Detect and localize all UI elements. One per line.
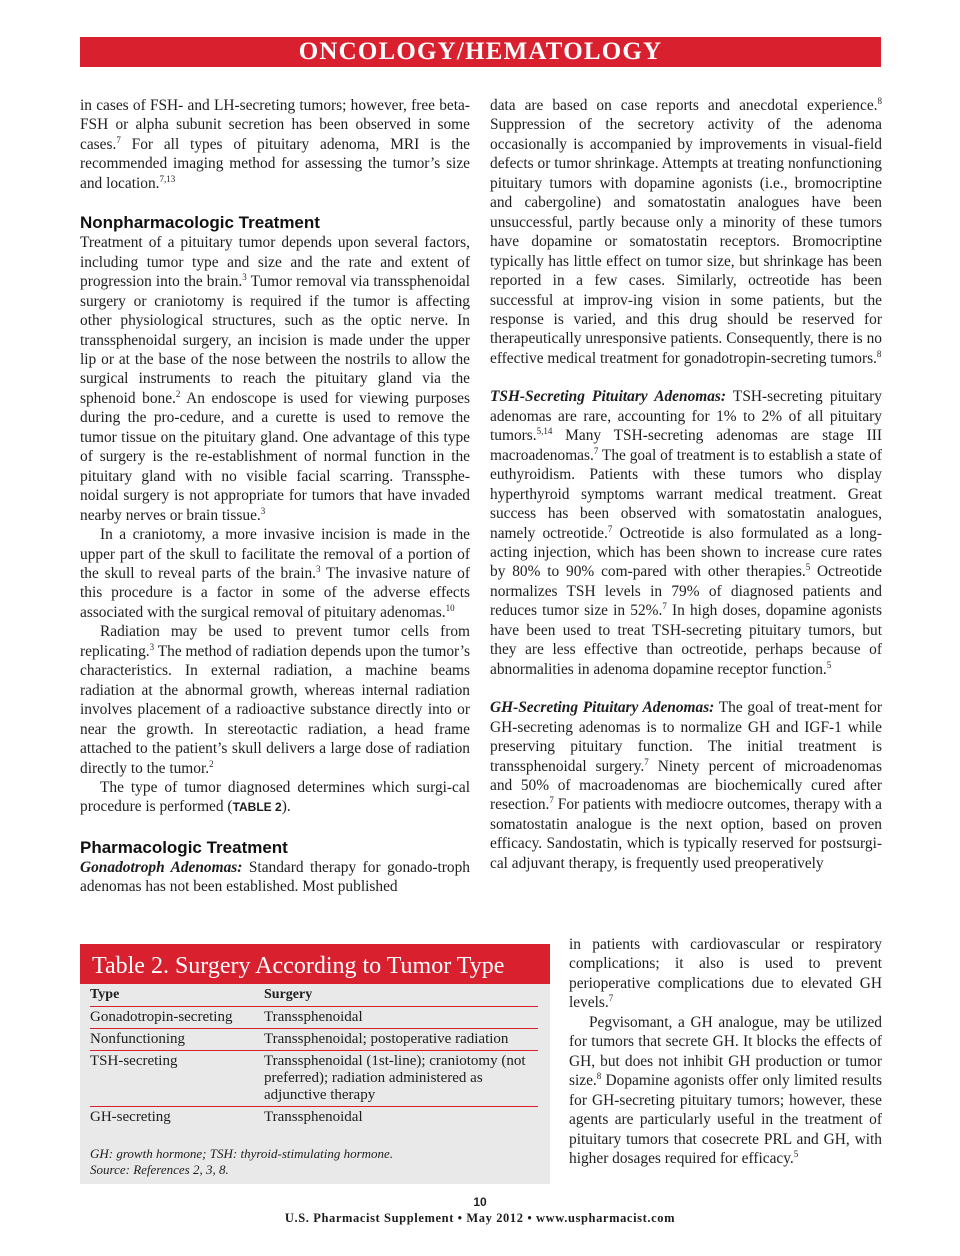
paragraph: in cases of FSH- and LH-secreting tumors; however, free beta-FSH or alpha subunit secretion has been observed in some cases.$^7$ For all types of pituitary adenoma, MRI is the recommended imaging method for assessing the tumor’s size and location.$^{7,13}$ <box>80 97 470 192</box>
table-2 <box>80 944 550 1184</box>
table-row <box>90 1007 538 1029</box>
table-row <box>90 1107 538 1128</box>
table-row <box>90 1029 538 1051</box>
table-cell: Transsphenoidal; postoperative radiation <box>264 1031 509 1047</box>
page-number: 10 <box>473 1195 487 1209</box>
table-cell: Transsphenoidal <box>264 1009 363 1025</box>
left-column <box>80 96 470 897</box>
paragraph: The type of tumor diagnosed determines which surgi-cal procedure is performed (TABLE 2). <box>80 778 470 816</box>
table-abbreviations: GH: growth hormone; TSH: thyroid-stimulating hormone. <box>90 1146 394 1161</box>
paragraph: GH-Secreting Pituitary Adenomas: The goal of treat-ment for GH-secreting adenomas is to normalize GH and IGF-1 while preserving pituitary function. The initial treatment is transsphenoidal surgery.$^7$ Ninety percent of microadenomas and 50% of macroadenomas are biochemically cured after resection.$^7$ For patients with mediocre outcomes, therapy with a somatostatin analogue is the next option, based on proven efficacy. Sandostatin, which is typically reserved for postsurgi-cal adjuvant therapy, is frequently used preoperatively <box>490 699 883 872</box>
paragraph: Radiation may be used to prevent tumor cells from replicating.$^3$ The method of radiation depends upon the tumor’s characteristics. In external radiation, a machine beams radiation at the abnormal growth, whereas internal radiation involves placement of a radioactive substance directly into or near the growth. In stereotactic radiation, a head frame attached to the patient’s skull delivers a large dose of radiation directly to the tumor.$^2$ <box>80 623 470 777</box>
right-column <box>490 96 882 873</box>
table-cell: Transsphenoidal (1st-line); craniotomy (not preferred); radiation administered as adjunctive therapy <box>264 1053 526 1103</box>
paragraph: data are based on case reports and anecdotal experience.$^8$ Suppression of the secretory activity of the adenoma occasionally is accompanied by improvements in visual-field defects or tumor shrinkage. Attempts at treating nonfunctioning pituitary tumors with dopamine agonists (i.e., bromocriptine and cabergoline) and somatostatin analogues have been unsuccessful, partly because only a minority of these tumors have dopamine or somatostatin receptors. Bromocriptine typically has little effect on tumor size, but shrinkage has been reported in a few cases. Similarly, octreotide has been successful at improv-ing vision in some patients, but the response is varied, and this drug should be reserved for therapeutically unresponsive patients. Consequently, there is no effective medical treatment for gonadotropin-secreting tumors.$^8$ <box>490 96 882 367</box>
paragraph: Pegvisomant, a GH analogue, may be utilized for tumors that secrete GH. It blocks the effects of GH, but does not inhibit GH production or tumor size.$^8$ Dopamine agonists offer only limited results for GH-secreting pituitary tumors; however, these agents are particularly useful in the treatment of pituitary tumors that cosecrete PRL and GH, with higher dosages required for efficacy.$^5$ <box>569 1013 882 1167</box>
table-source: Source: References 2, 3, 8. <box>90 1162 229 1177</box>
table-row <box>90 1051 538 1107</box>
table-reference: TABLE 2 <box>232 800 282 815</box>
heading-pharmacologic: Pharmacologic Treatment <box>80 837 288 857</box>
paragraph: Gonadotroph Adenomas: Standard therapy for gonado-troph adenomas has not been established. Most published <box>80 858 470 896</box>
table-cell: Nonfunctioning <box>90 1031 185 1047</box>
page-footer: U.S. Pharmacist Supplement • May 2012 • www.uspharmacist.com <box>284 1211 676 1225</box>
paragraph: In a craniotomy, a more invasive incision is made in the upper part of the skull to facilitate the removal of a portion of the skull to reveal parts of the brain.$^3$ The invasive nature of this procedure is a factor in some of the adverse effects associated with the surgical removal of pituitary adenomas.$^{10}$ <box>80 526 470 621</box>
table-grid <box>90 984 538 1128</box>
table-cell: TSH-secreting <box>90 1053 178 1069</box>
table-cell: Transsphenoidal <box>264 1109 363 1125</box>
section-banner: ONCOLOGY/HEMATOLOGY <box>80 37 881 67</box>
table-cell: Gonadotropin-secreting <box>90 1009 233 1025</box>
heading-nonpharmacologic: Nonpharmacologic Treatment <box>80 213 320 233</box>
table-title: Table 2. Surgery According to Tumor Type <box>80 944 550 984</box>
right-column-continued <box>569 935 882 1168</box>
column-header-surgery: Surgery <box>264 987 313 1002</box>
table-cell: GH-secreting <box>90 1109 171 1125</box>
paragraph: Treatment of a pituitary tumor depends upon several factors, including tumor type and size and the rate and extent of progression into the brain.$^3$ Tumor removal via transsphenoidal surgery or craniotomy is required if the tumor is affecting other physiological structures, such as the optic nerve. In transsphenoidal surgery, an incision is made under the upper lip or at the base of the nose between the nostrils to allow the surgical instruments to reach the pituitary gland via the sphenoid bone.$^2$ An endoscope is used for viewing purposes during the pro-cedure, and a curette is used to remove the tumor tissue on the pituitary gland. One advantage of this type of surgery is the re-establishment of normal function in the pituitary gland with no visible facial scarring. Transsphe-noidal surgery is not appropriate for tumors that have invaded nearby nerves or brain tissue.$^3$ <box>80 234 470 524</box>
table-footnote <box>90 1146 393 1178</box>
paragraph: in patients with cardiovascular or respiratory complications; it also is used to prevent perioperative complications due to elevated GH levels.$^7$ <box>569 936 882 1012</box>
paragraph: TSH-Secreting Pituitary Adenomas: TSH-secreting pituitary adenomas are rare, accounting for 1% to 2% of all pituitary tumors.$^{5,14}$ Many TSH-secreting adenomas are stage III macroadenomas.$^7$ The goal of treatment is to establish a state of euthyroidism. Patients with these tumors who display hyperthyroid symptoms warrant medical treatment. Great success has been observed with somatostatin analogues, namely octreotide.$^7$ Octreotide is also formulated as a long-acting injection, which has been shown to increase cure rates by 80% to 90% com-pared with other therapies.$^5$ Octreotide normalizes TSH levels in 79% of diagnosed patients and reduces tumor size in 52%.$^7$ In high doses, dopamine agonists have been used to treat TSH-secreting pituitary tumors, but they are less effective than octreotide, perhaps because of abnormalities in adenoma dopamine receptor function.$^5$ <box>490 388 882 678</box>
column-header-type: Type <box>90 987 120 1002</box>
table-header-row <box>90 984 538 1007</box>
